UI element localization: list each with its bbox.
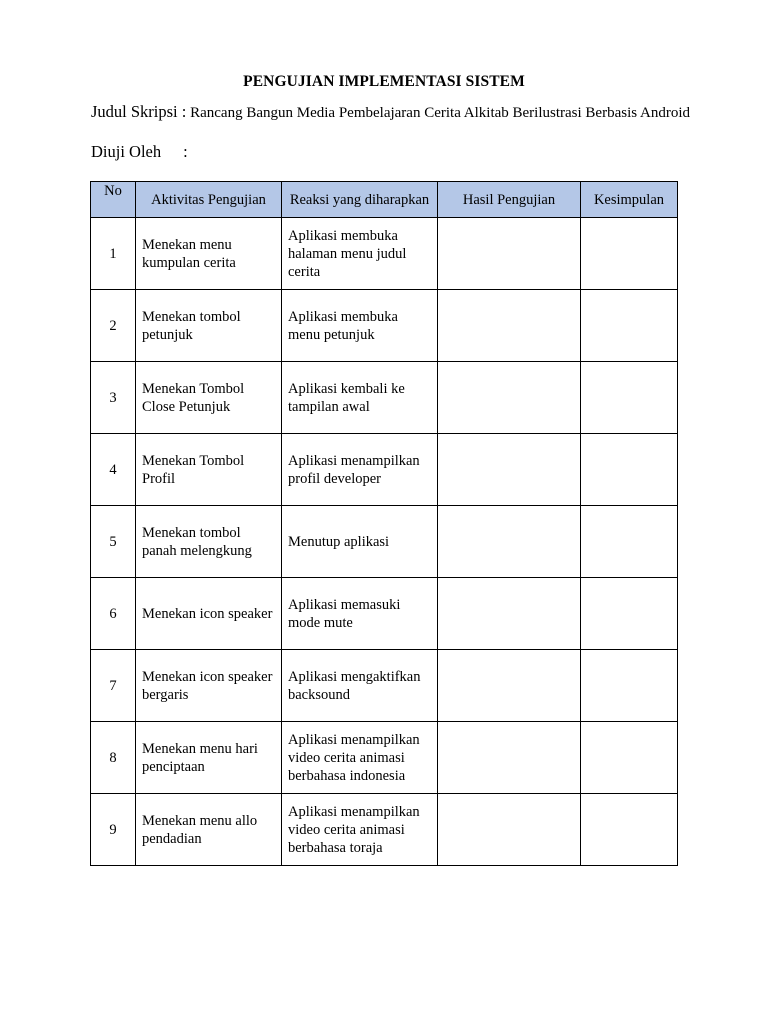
judul-skripsi-value: Rancang Bangun Media Pembelajaran Cerita Alkitab Berilustrasi Berbasis Android — [190, 105, 690, 121]
diuji-oleh-line — [91, 142, 188, 162]
cell-reaksi: Aplikasi menampilkan profil developer — [282, 434, 438, 506]
cell-no: 7 — [91, 650, 136, 722]
cell-reaksi: Aplikasi mengaktifkan backsound — [282, 650, 438, 722]
cell-aktivitas: Menekan tombol panah melengkung — [136, 506, 282, 578]
cell-reaksi: Menutup aplikasi — [282, 506, 438, 578]
table-row — [91, 578, 678, 650]
cell-aktivitas: Menekan icon speaker — [136, 578, 282, 650]
cell-kesimpulan — [581, 794, 678, 866]
table-row — [91, 362, 678, 434]
table-header — [91, 182, 678, 218]
cell-no: 2 — [91, 290, 136, 362]
header-no: No — [91, 182, 136, 218]
cell-aktivitas: Menekan menu hari penciptaan — [136, 722, 282, 794]
judul-skripsi-label: Judul Skripsi : — [91, 102, 187, 121]
cell-kesimpulan — [581, 218, 678, 290]
cell-kesimpulan — [581, 506, 678, 578]
cell-hasil — [438, 218, 581, 290]
header-kesimpulan: Kesimpulan — [581, 182, 678, 218]
table-row — [91, 506, 678, 578]
table-row — [91, 722, 678, 794]
cell-hasil — [438, 722, 581, 794]
table-row — [91, 794, 678, 866]
cell-reaksi: Aplikasi membuka halaman menu judul cerita — [282, 218, 438, 290]
cell-reaksi: Aplikasi kembali ke tampilan awal — [282, 362, 438, 434]
cell-hasil — [438, 362, 581, 434]
cell-kesimpulan — [581, 290, 678, 362]
cell-no: 8 — [91, 722, 136, 794]
diuji-oleh-label: Diuji Oleh — [91, 142, 162, 161]
cell-aktivitas: Menekan menu kumpulan cerita — [136, 218, 282, 290]
cell-no: 6 — [91, 578, 136, 650]
cell-hasil — [438, 434, 581, 506]
cell-no: 1 — [91, 218, 136, 290]
cell-no: 5 — [91, 506, 136, 578]
header-reaksi: Reaksi yang diharapkan — [282, 182, 438, 218]
table-body — [91, 218, 678, 866]
cell-hasil — [438, 506, 581, 578]
cell-hasil — [438, 290, 581, 362]
cell-reaksi: Aplikasi membuka menu petunjuk — [282, 290, 438, 362]
page-title: PENGUJIAN IMPLEMENTASI SISTEM — [243, 73, 525, 90]
cell-hasil — [438, 578, 581, 650]
table-row — [91, 434, 678, 506]
cell-aktivitas: Menekan tombol petunjuk — [136, 290, 282, 362]
table-row — [91, 290, 678, 362]
cell-aktivitas: Menekan Tombol Close Petunjuk — [136, 362, 282, 434]
cell-kesimpulan — [581, 722, 678, 794]
cell-kesimpulan — [581, 434, 678, 506]
cell-kesimpulan — [581, 650, 678, 722]
cell-no: 4 — [91, 434, 136, 506]
cell-aktivitas: Menekan icon speaker bergaris — [136, 650, 282, 722]
cell-aktivitas: Menekan menu allo pendadian — [136, 794, 282, 866]
table-row — [91, 218, 678, 290]
cell-no: 3 — [91, 362, 136, 434]
cell-no: 9 — [91, 794, 136, 866]
diuji-oleh-colon: : — [183, 142, 188, 161]
judul-skripsi-line — [91, 102, 690, 122]
cell-reaksi: Aplikasi menampilkan video cerita animasi berbahasa toraja — [282, 794, 438, 866]
test-table — [90, 181, 678, 866]
cell-reaksi: Aplikasi memasuki mode mute — [282, 578, 438, 650]
cell-kesimpulan — [581, 578, 678, 650]
cell-hasil — [438, 650, 581, 722]
table-header-row — [91, 182, 678, 218]
table-row — [91, 650, 678, 722]
header-aktivitas: Aktivitas Pengujian — [136, 182, 282, 218]
header-hasil: Hasil Pengujian — [438, 182, 581, 218]
cell-hasil — [438, 794, 581, 866]
cell-kesimpulan — [581, 362, 678, 434]
cell-aktivitas: Menekan Tombol Profil — [136, 434, 282, 506]
cell-reaksi: Aplikasi menampilkan video cerita animasi berbahasa indonesia — [282, 722, 438, 794]
